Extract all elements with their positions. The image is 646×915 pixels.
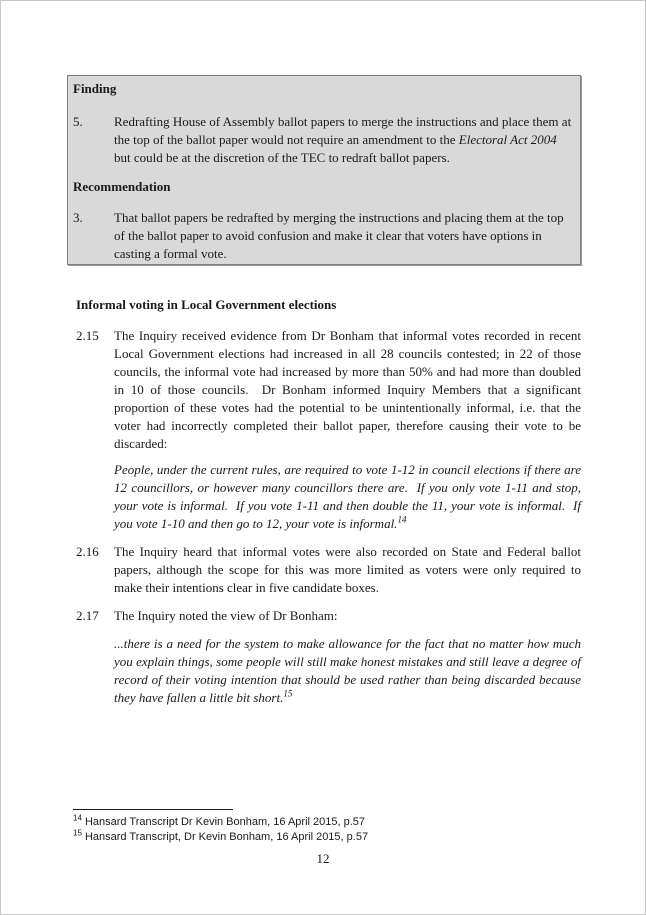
paragraph-number: 2.16 — [76, 544, 99, 559]
footnote-14 — [73, 815, 553, 830]
body-content — [76, 296, 585, 717]
footnote-text: Hansard Transcript, Dr Kevin Bonham, 16 April 2015, p.57 — [84, 831, 369, 843]
electoral-act-title: Electoral Act 2004 — [458, 132, 557, 147]
footnote-number: 15 — [73, 828, 82, 838]
blockquote-voting-rules — [114, 461, 585, 533]
recommendation-item-number: 3. — [73, 210, 83, 225]
paragraph-number: 2.17 — [76, 608, 99, 623]
paragraph-2-15 — [76, 327, 585, 453]
finding-item-text — [114, 113, 575, 167]
section-heading: Informal voting in Local Government elections — [76, 297, 337, 312]
finding-item-number: 5. — [73, 114, 83, 129]
quote-text: People, under the current rules, are required to vote 1-12 in council elections if there are 12 councillors, or however many councillors there are. If you only vote 1-11 and stop, your vote is informal. If you vote 1-11 and then double the 11, your vote is informal. If you vote 1-10 and then go to 12, your vote is informal. — [114, 462, 585, 531]
paragraph-2-16 — [76, 543, 585, 597]
recommendation-item-text: That ballot papers be redrafted by merging the instructions and placing them at the top of the ballot paper to avoid confusion and make it clear that voters have options in casting a formal vote. — [114, 210, 567, 261]
finding-recommendation-box — [67, 75, 581, 265]
paragraph-2-17 — [76, 607, 581, 625]
footnote-reference-14: 14 — [397, 514, 407, 525]
footnotes-section — [73, 809, 553, 845]
finding-heading: Finding — [73, 81, 117, 96]
footnote-reference-15: 15 — [283, 688, 293, 699]
footnote-number: 14 — [73, 813, 82, 823]
footnote-text: Hansard Transcript Dr Kevin Bonham, 16 April 2015, p.57 — [84, 816, 366, 828]
page-number: 12 — [316, 851, 330, 866]
paragraph-text: The Inquiry received evidence from Dr Bonham that informal votes recorded in recent Local Government elections had increased in all 28 councils contested; in 22 of those councils, the informal vote had increased by more than 50% and had more than doubled in 10 of those councils. Dr Bonham informed Inquiry Members that a significant proportion of these votes had the potential to be unintentionally informal, i.e. that the voter had incorrectly completed their ballot paper, therefore causing their vote to be discarded: — [114, 328, 585, 451]
paragraph-text: The Inquiry noted the view of Dr Bonham: — [114, 608, 338, 623]
blockquote-bonham-view — [114, 635, 585, 707]
finding-text-after-act: but could be at the discretion of the TEC to redraft ballot papers. — [114, 132, 560, 165]
recommendation-item-3 — [73, 209, 572, 263]
paragraph-text: The Inquiry heard that informal votes were also recorded on State and Federal ballot papers, although the scope for this was more limited as voters were only required to make their intentions clear in five candidate boxes. — [114, 544, 585, 595]
paragraph-number: 2.15 — [76, 328, 99, 343]
footnote-separator-rule — [73, 809, 233, 810]
footnote-15 — [73, 830, 553, 845]
quote-text: ...there is a need for the system to make allowance for the fact that no matter how much you explain things, some people will still make honest mistakes and still leave a degree of record of their voting intention that should be used rather than being discarded because they have fallen a little bit short. — [114, 636, 585, 705]
finding-item-5 — [73, 113, 575, 167]
recommendation-heading: Recommendation — [73, 179, 171, 194]
finding-text-before-act: Redrafting House of Assembly ballot papers to merge the instructions and place them at the top of the ballot paper would not require an amendment to the — [114, 114, 575, 147]
